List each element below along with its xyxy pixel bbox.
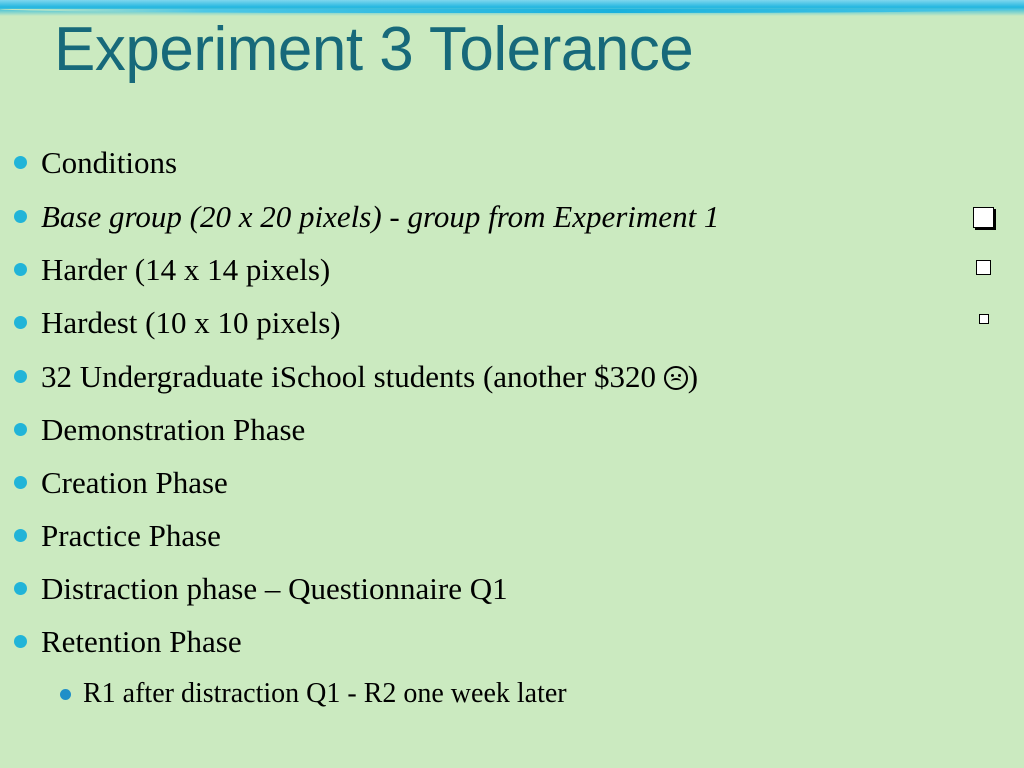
bullet-text: Conditions <box>41 145 178 180</box>
slide-title: Experiment 3 Tolerance <box>54 15 694 84</box>
bullet-dot-icon <box>14 582 27 595</box>
bullet-dot-icon <box>14 316 27 329</box>
bullet-text: Creation Phase <box>41 465 228 500</box>
square-20px-icon <box>973 207 994 228</box>
bullet-text: Practice Phase <box>41 518 221 553</box>
bullet-dot-icon <box>14 529 27 542</box>
sub-bullet-text: R1 after distraction Q1 - R2 one week later <box>83 678 567 709</box>
bullet-dot-icon <box>14 370 27 383</box>
bullet-text: Base group (20 x 20 pixels) - group from Experiment 1 <box>41 199 720 234</box>
sub-bullet-dot-icon <box>60 689 71 700</box>
bullet-text-main: 32 Undergraduate iSchool students (another $320 <box>41 359 664 394</box>
bullet-text: Retention Phase <box>41 624 242 659</box>
bullet-dot-icon <box>14 156 27 169</box>
bullet-text: Harder (14 x 14 pixels) <box>41 252 331 287</box>
bullet-text: Hardest (10 x 10 pixels) <box>41 305 341 340</box>
bullet-dot-icon <box>14 635 27 648</box>
bullet-text-suffix: ) <box>687 359 699 394</box>
bullet-dot-icon <box>14 423 27 436</box>
frown-face-icon <box>664 366 688 390</box>
square-10px-icon <box>979 314 989 324</box>
bullet-dot-icon <box>14 210 27 223</box>
bullet-text <box>41 359 698 395</box>
square-14px-icon <box>976 260 991 275</box>
bullet-text: Distraction phase – Questionnaire Q1 <box>41 571 508 606</box>
bullet-text: Demonstration Phase <box>41 412 306 447</box>
bullet-dot-icon <box>14 263 27 276</box>
bullet-dot-icon <box>14 476 27 489</box>
